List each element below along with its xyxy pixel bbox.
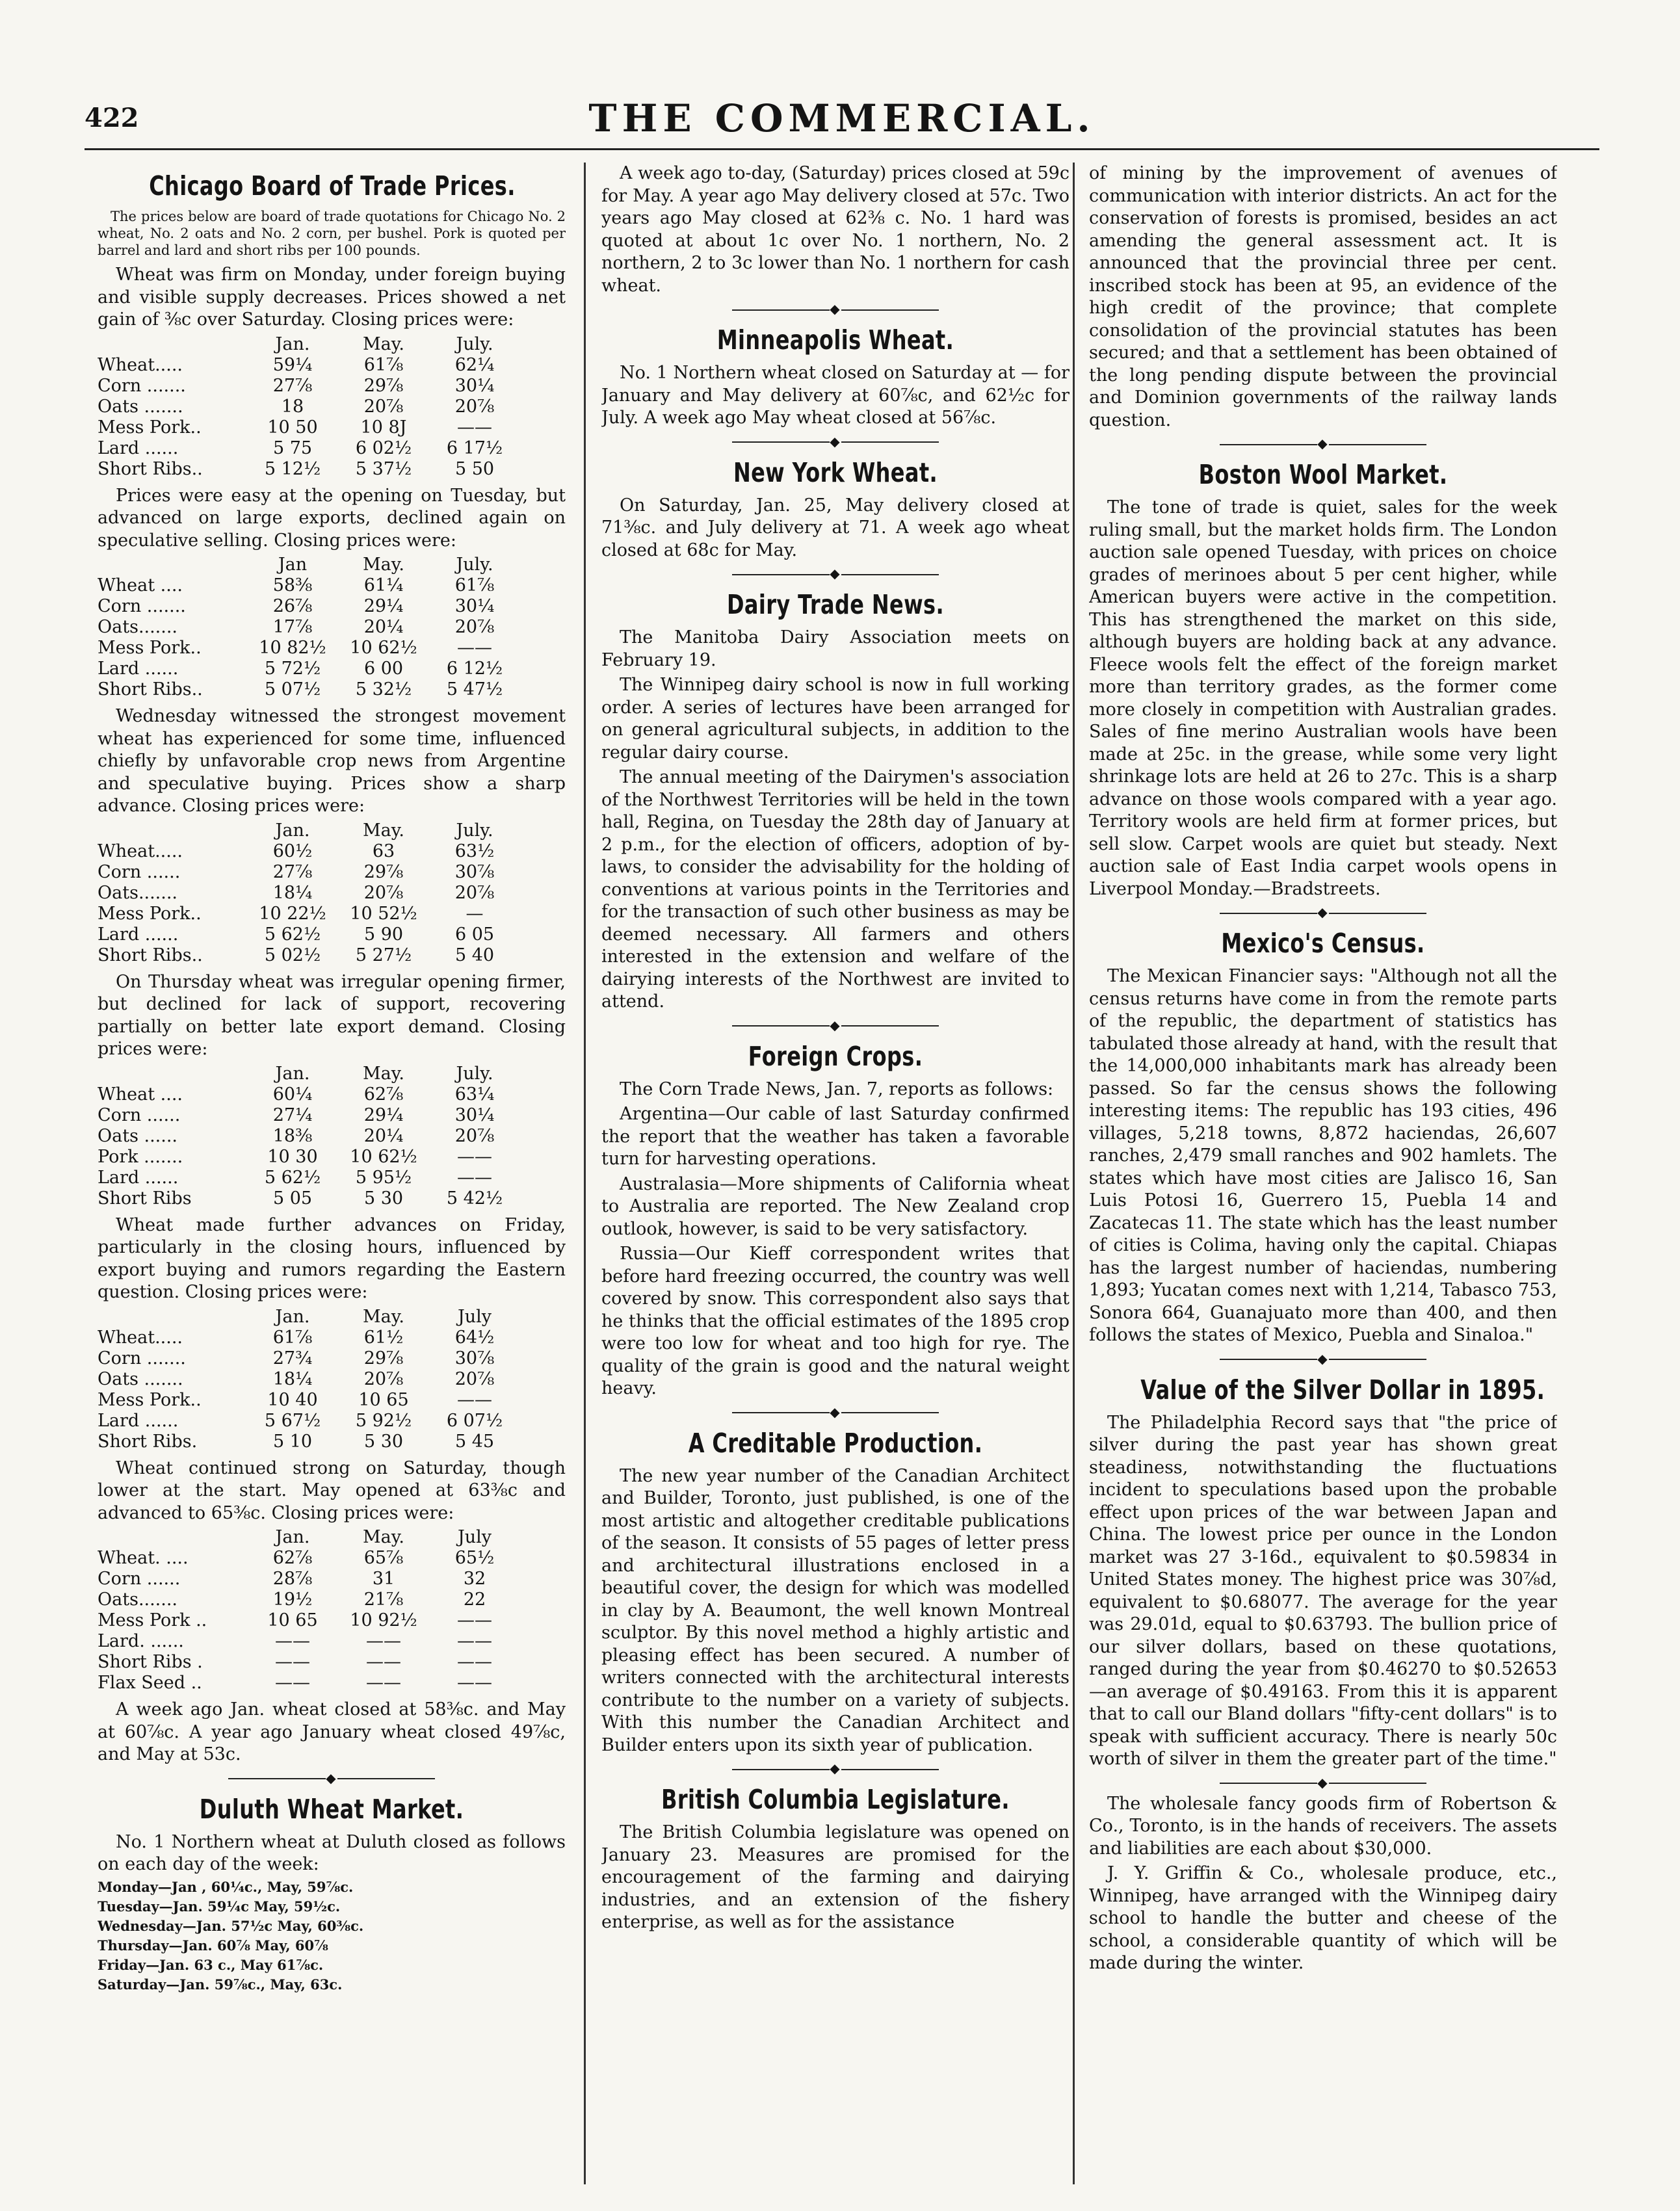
commodity-label: Mess Pork .. xyxy=(98,1610,207,1630)
commodity-label: Wheat..... xyxy=(98,354,183,375)
price-cell: —— xyxy=(366,1652,401,1672)
article-title-mexico: Mexico's Census. xyxy=(1221,928,1425,959)
commodity-label: Corn ....... xyxy=(98,375,186,396)
daily-price-line: Saturday—Jan. 59⅞c., May, 63c. xyxy=(98,1976,343,1993)
price-cell: 5 62½ xyxy=(264,1167,321,1188)
price-row xyxy=(98,904,520,924)
commodity-label: Lard ...... xyxy=(98,1167,179,1188)
price-cell: 6 05 xyxy=(454,924,495,945)
article-paragraph: The Mexican Financier says: "Although not all the census returns have come in from the remote parts of the republic, the department of statistics has tabulated those already at hand, with the result that the 14,000,000 inhabitants mark has already been passed. So far the census shows the following interesting items: The republic has 193 cities, 496 villages, 5,218 towns, 8,872 haciendas, 26,607 ranches, 2,479 small ranches and 902 hamlets. The states which have most cities are Jalisco 16, San Luis Potosi 16, Guerrero 15, Puebla 14 and Zacatecas 11. The state which has the least number of cities is Colima, having only the capital. Chiapas has the largest number of haciendas, numbering 1,893; Yucatan comes next with 1,214, Tabasco 753, Sonora 664, Guanajuato more than 400, and then follows the states of Mexico, Puebla and Sinaloa." xyxy=(1089,966,1557,1345)
price-cell: 30¼ xyxy=(454,375,495,396)
column-2 xyxy=(601,163,1070,2184)
price-table-header xyxy=(98,1307,520,1328)
price-table-header xyxy=(98,1527,520,1548)
price-cell: 29¼ xyxy=(363,1105,404,1125)
price-row xyxy=(98,679,520,700)
commodity-label: Wheat..... xyxy=(98,1327,183,1348)
price-cell: 62¼ xyxy=(454,354,495,375)
article-title-foreign: Foreign Crops. xyxy=(748,1040,923,1072)
commodity-label: Mess Pork.. xyxy=(98,903,202,924)
article-paragraph: Wednesday witnessed the strongest movement wheat has experienced for some time, influenced chiefly by unfavorable crop news from Argentine and speculative buying. Prices show a sharp advance. Closing prices were: xyxy=(98,706,566,816)
daily-price-line: Tuesday—Jan. 59¼c May, 59½c. xyxy=(98,1898,341,1915)
price-cell: 5 40 xyxy=(454,945,495,965)
commodity-label: Corn ...... xyxy=(98,861,181,882)
price-cell: 29⅞ xyxy=(363,375,404,396)
page-header xyxy=(85,96,1599,142)
article-title-chicago: Chicago Board of Trade Prices. xyxy=(149,170,516,202)
price-row xyxy=(98,924,520,945)
column-header: Jan. xyxy=(275,820,310,841)
price-cell: 5 42½ xyxy=(446,1188,503,1209)
price-cell: 6 02½ xyxy=(355,438,412,458)
column-divider-2 xyxy=(1073,163,1075,2184)
price-cell: 5 27½ xyxy=(355,945,412,965)
price-row xyxy=(98,945,520,966)
price-cell: 6 07½ xyxy=(446,1410,503,1431)
price-row xyxy=(98,1369,520,1390)
article-title-duluth: Duluth Wheat Market. xyxy=(199,1793,464,1825)
price-cell: 20¼ xyxy=(363,1125,404,1146)
article-paragraph: The tone of trade is quiet, sales for the week ruling small, but the market holds firm. The London auction sale opened Tuesday, with prices on choice grades of merinoes about 5 per cent higher, while American buyers were active in the competition. This has strengthened the market on this side, although buyers are holding back at any advance. Fleece wools felt the effect of the foreign market more than territory grades, as the former come more closely in competition with Australian grades. Sales of fine merino Australian wools have been made at 25c. in the grease, while some very light shrinkage lots are held at 26 to 27c. This is a sharp advance on those wools compared with a year ago. Territory wools are held firm at former prices, but sell slow. Carpet wools are quiet but steady. Next auction sale of East India carpet wools opens in Liverpool Monday.—Bradstreets. xyxy=(1089,497,1557,899)
commodity-label: Corn ...... xyxy=(98,1569,181,1589)
column-header: July. xyxy=(456,555,493,575)
article-paragraph: The new year number of the Canadian Architect and Builder, Toronto, just published, is one of the most artistic and altogether creditable publications of the season. It consists of 55 pages of letter press and architectural illustrations enclosed in a beautiful cover, the design for which was modelled in clay by A. Beaumont, the well known Montreal sculptor. By this novel method a highly artistic and pleasing effect has been secured. A number of writers connected with the architectural interests contribute to the number on a variety of subjects. With this number the Canadian Architect and Builder enters upon its sixth year of publication. xyxy=(601,1465,1070,1755)
price-cell: 18¼ xyxy=(272,1368,313,1389)
price-row xyxy=(98,1348,520,1369)
price-cell: 27¾ xyxy=(272,1348,313,1368)
commodity-label: Oats....... xyxy=(98,617,178,637)
commodity-label: Oats ....... xyxy=(98,396,183,417)
price-row xyxy=(98,659,520,679)
price-cell: —— xyxy=(457,1610,492,1630)
column-header: May. xyxy=(363,1306,404,1327)
price-table xyxy=(98,820,520,966)
article-paragraph: Wheat was firm on Monday, under foreign buying and visible supply decreases. Prices showed a net gain of ⅜c over Saturday. Closing prices were: xyxy=(98,265,566,330)
column-header: May. xyxy=(363,555,404,575)
section-ornament: ◆ xyxy=(1089,436,1557,451)
price-row xyxy=(98,1105,520,1126)
commodity-label: Short Ribs.. xyxy=(98,679,203,700)
price-cell: 30¼ xyxy=(454,596,495,616)
column-header: Jan xyxy=(278,555,308,575)
article-paragraph: The Winnipeg dairy school is now in full working order. A series of lectures have been arranged for on general agricultural subjects, in addition to the regular dairy course. xyxy=(601,675,1070,763)
price-cell: 5 92½ xyxy=(355,1410,412,1431)
daily-price-line: Friday—Jan. 63 c., May 61⅞c. xyxy=(98,1956,324,1973)
price-cell: —— xyxy=(457,1146,492,1167)
section-ornament: ◆ xyxy=(601,434,1070,449)
price-cell: 58⅜ xyxy=(272,575,313,595)
commodity-label: Lard ...... xyxy=(98,659,179,679)
price-row xyxy=(98,596,520,617)
price-cell: 29¼ xyxy=(363,596,404,616)
price-cell: —— xyxy=(457,417,492,438)
column-header: May. xyxy=(363,1527,404,1547)
price-cell: —— xyxy=(457,1631,492,1651)
price-row xyxy=(98,1673,520,1694)
price-cell: 26⅞ xyxy=(272,596,313,616)
article-paragraph: Prices were easy at the opening on Tuesday, but advanced on large exports, declined again on speculative selling. Closing prices were: xyxy=(98,485,566,551)
price-table xyxy=(98,555,520,700)
page-number: 422 xyxy=(85,103,139,133)
price-cell: 10 62½ xyxy=(350,638,417,658)
price-cell: 62⅞ xyxy=(272,1548,313,1568)
price-row xyxy=(98,575,520,596)
price-row xyxy=(98,841,520,862)
price-cell: —— xyxy=(366,1631,401,1651)
price-cell: —— xyxy=(457,1167,492,1188)
commodity-label: Mess Pork.. xyxy=(98,417,202,438)
price-row xyxy=(98,1548,520,1569)
article-paragraph: No. 1 Northern wheat closed on Saturday at — for January and May delivery at 60⅞c, and 62½c for July. A week ago May wheat closed at 56⅞c. xyxy=(601,363,1070,428)
price-cell: 29⅞ xyxy=(363,1348,404,1368)
price-row xyxy=(98,1188,520,1209)
price-cell: 61⅞ xyxy=(272,1327,313,1348)
commodity-label: Short Ribs . xyxy=(98,1652,203,1672)
article-paragraph: The Corn Trade News, Jan. 7, reports as follows: xyxy=(620,1079,1054,1099)
price-cell: 60¼ xyxy=(272,1084,313,1105)
daily-price-line: Wednesday—Jan. 57½c May, 60⅜c. xyxy=(98,1917,364,1934)
section-ornament: ◆ xyxy=(601,1017,1070,1033)
price-row xyxy=(98,1147,520,1168)
price-cell: 61⅞ xyxy=(363,354,404,375)
article-paragraph: Australasia—More shipments of California wheat to Australia are reported. The New Zealand crop outlook, however, is said to be very satisfactory. xyxy=(601,1173,1070,1239)
commodity-label: Corn ....... xyxy=(98,1348,186,1368)
price-cell: 29⅞ xyxy=(363,861,404,882)
section-ornament: ◆ xyxy=(1089,1775,1557,1790)
price-table xyxy=(98,1064,520,1209)
price-cell: 5 47½ xyxy=(446,679,503,700)
price-cell: 10 8J xyxy=(360,417,407,438)
column-3 xyxy=(1089,163,1557,2184)
price-cell: 10 40 xyxy=(267,1389,318,1410)
price-row xyxy=(98,1168,520,1188)
article-paragraph: Wheat made further advances on Friday, particularly in the closing hours, influenced by export buying and rumors regarding the Eastern question. Closing prices were: xyxy=(98,1214,566,1302)
price-cell: —— xyxy=(275,1673,310,1693)
price-table xyxy=(98,334,520,480)
price-cell: 63½ xyxy=(454,841,495,861)
price-cell: 5 62½ xyxy=(264,924,321,945)
masthead-title: THE COMMERCIAL. xyxy=(588,96,1096,140)
price-cell: 31 xyxy=(372,1569,395,1589)
column-header: July xyxy=(457,1306,492,1327)
price-cell: 28⅞ xyxy=(272,1569,313,1589)
article-title-silver: Value of the Silver Dollar in 1895. xyxy=(1140,1374,1545,1406)
price-cell: 30⅞ xyxy=(454,1348,495,1368)
column-header: May. xyxy=(363,820,404,841)
article-paragraph: On Saturday, Jan. 25, May delivery closed at 71⅜c. and July delivery at 71. A week ago wheat closed at 68c for May. xyxy=(601,495,1070,560)
price-cell: 21⅞ xyxy=(363,1590,404,1610)
price-cell: 20⅞ xyxy=(454,617,495,637)
article-paragraph: On Thursday wheat was irregular opening firmer, but declined for lack of support, recovering partially on better late export demand. Closing prices were: xyxy=(98,971,566,1059)
price-cell: 32 xyxy=(463,1569,486,1589)
price-cell: 5 45 xyxy=(454,1431,495,1452)
price-cell: —— xyxy=(457,1673,492,1693)
price-cell: 5 32½ xyxy=(355,679,412,700)
section-ornament: ◆ xyxy=(601,1404,1070,1420)
price-row xyxy=(98,1631,520,1652)
column-header: Jan. xyxy=(275,1306,310,1327)
price-row xyxy=(98,376,520,397)
price-cell: 20⅞ xyxy=(454,882,495,903)
price-row xyxy=(98,1610,520,1631)
price-cell: — xyxy=(466,903,484,924)
commodity-label: Lard ...... xyxy=(98,924,179,945)
price-table xyxy=(98,1307,520,1452)
section-ornament: ◆ xyxy=(601,301,1070,317)
price-cell: 20⅞ xyxy=(363,1368,404,1389)
price-cell: 10 30 xyxy=(267,1146,318,1167)
price-cell: —— xyxy=(366,1673,401,1693)
price-cell: 61¼ xyxy=(363,575,404,595)
price-cell: —— xyxy=(457,1389,492,1410)
column-header: July xyxy=(457,1527,492,1547)
price-table xyxy=(98,1527,520,1694)
commodity-label: Short Ribs.. xyxy=(98,945,203,965)
commodity-label: Short Ribs. xyxy=(98,1431,198,1452)
header-rule xyxy=(85,148,1599,150)
column-header: July. xyxy=(456,1063,493,1084)
commodity-label: Flax Seed .. xyxy=(98,1673,202,1693)
article-paragraph: The annual meeting of the Dairymen's association of the Northwest Territories will be held in the town hall, Regina, on Tuesday the 28th day of January at 2 p.m., for the election of officers, adoption of by-laws, to consider the advisability for the holding of conventions at various points in the Territories and for the transaction of such other business as may be deemed necessary. All farmers and others interested in the extension and welfare of the dairying interests of the Northwest are invited to attend. xyxy=(601,767,1070,1012)
price-cell: 10 65 xyxy=(358,1389,409,1410)
commodity-label: Short Ribs.. xyxy=(98,458,203,479)
article-title-boston: Boston Wool Market. xyxy=(1198,459,1448,490)
price-cell: 10 82½ xyxy=(259,638,326,658)
price-table-header xyxy=(98,555,520,575)
price-cell: 20⅞ xyxy=(454,1125,495,1146)
price-cell: 62⅞ xyxy=(363,1084,404,1105)
section-ornament: ◆ xyxy=(601,1760,1070,1776)
article-paragraph: of mining by the improvement of avenues of communication with interior districts. An act for the conservation of forests is promised, besides an act amending the general assessment act. It is announced that the provincial three per cent. inscribed stock has been at 95, an evidence of the high credit of the province; that complete consolidation of the provincial statutes has been secured; and that a settlement has been obtained of the long pending dispute between the provincial and Dominion governments of the railway lands question. xyxy=(1089,163,1557,430)
column-header: July. xyxy=(456,820,493,841)
price-row xyxy=(98,862,520,883)
price-row xyxy=(98,1411,520,1432)
price-cell: 20⅞ xyxy=(454,396,495,417)
column-header: Jan. xyxy=(275,1063,310,1084)
section-ornament: ◆ xyxy=(98,1770,566,1786)
section-ornament: ◆ xyxy=(601,566,1070,581)
price-row xyxy=(98,355,520,376)
column-header: Jan. xyxy=(275,334,310,354)
price-cell: 10 50 xyxy=(267,417,318,438)
price-cell: 63 xyxy=(372,841,395,861)
price-cell: 20⅞ xyxy=(363,396,404,417)
price-table-header xyxy=(98,334,520,355)
price-row xyxy=(98,417,520,438)
commodity-label: Wheat. .... xyxy=(98,1548,189,1568)
price-cell: 5 95½ xyxy=(355,1167,412,1188)
price-row xyxy=(98,1652,520,1673)
article-paragraph: No. 1 Northern wheat at Duluth closed as follows on each day of the week: xyxy=(98,1831,566,1874)
price-cell: 18 xyxy=(281,396,304,417)
price-row xyxy=(98,438,520,459)
price-cell: 61½ xyxy=(363,1327,404,1348)
price-cell: 27¼ xyxy=(272,1105,313,1125)
price-cell: 59¼ xyxy=(272,354,313,375)
price-cell: 10 92½ xyxy=(350,1610,417,1630)
price-cell: 6 17½ xyxy=(446,438,503,458)
daily-price-line: Thursday—Jan. 60⅞ May, 60⅞ xyxy=(98,1937,328,1954)
article-paragraph: The Manitoba Dairy Association meets on February 19. xyxy=(601,627,1070,670)
price-cell: 30¼ xyxy=(454,1105,495,1125)
column-header: May. xyxy=(363,334,404,354)
section-ornament: ◆ xyxy=(1089,904,1557,920)
price-row xyxy=(98,638,520,659)
price-row xyxy=(98,1432,520,1452)
commodity-label: Lard ...... xyxy=(98,438,179,458)
price-cell: 61⅞ xyxy=(454,575,495,595)
price-table-header xyxy=(98,820,520,841)
commodity-label: Oats....... xyxy=(98,882,178,903)
commodity-label: Mess Pork.. xyxy=(98,1389,202,1410)
commodity-label: Corn ....... xyxy=(98,596,186,616)
article-title-bc: British Columbia Legislature. xyxy=(661,1784,1010,1815)
price-cell: 5 30 xyxy=(363,1188,404,1209)
commodity-label: Mess Pork.. xyxy=(98,638,202,658)
article-paragraph: Argentina—Our cable of last Saturday confirmed the report that the weather has taken a favorable turn for harvesting operations. xyxy=(601,1104,1070,1169)
commodity-label: Wheat .... xyxy=(98,1084,183,1105)
price-cell: 5 75 xyxy=(272,438,313,458)
price-row xyxy=(98,459,520,480)
price-cell: 5 12½ xyxy=(264,458,321,479)
price-cell: 5 50 xyxy=(454,458,495,479)
price-cell: 5 10 xyxy=(272,1431,313,1452)
price-cell: 17⅞ xyxy=(272,617,313,637)
section-ornament: ◆ xyxy=(1089,1351,1557,1367)
price-cell: 10 62½ xyxy=(350,1146,417,1167)
commodity-label: Wheat..... xyxy=(98,841,183,861)
column-header: Jan. xyxy=(275,1527,310,1547)
price-cell: 5 67½ xyxy=(264,1410,321,1431)
price-cell: 10 22½ xyxy=(259,903,326,924)
column-1 xyxy=(98,163,566,2184)
price-cell: 6 00 xyxy=(363,659,404,679)
article-title-creditable: A Creditable Production. xyxy=(688,1427,983,1459)
article-paragraph: The British Columbia legislature was opened on January 23. Measures are promised for the encouragement of the farming and dairying industries, and an extension of the fishery enterprise, as well as for the assistance xyxy=(601,1822,1070,1932)
price-cell: 5 05 xyxy=(272,1188,313,1209)
price-cell: 27⅞ xyxy=(272,861,313,882)
commodity-label: Corn ...... xyxy=(98,1105,181,1125)
price-cell: 19½ xyxy=(272,1590,313,1610)
price-row xyxy=(98,1569,520,1590)
price-cell: 64½ xyxy=(454,1327,495,1348)
price-row xyxy=(98,1126,520,1147)
column-header: July. xyxy=(456,334,493,354)
duluth-daily-list xyxy=(98,1879,566,1993)
article-title-minneapolis: Minneapolis Wheat. xyxy=(716,324,954,356)
price-cell: 10 52½ xyxy=(350,903,417,924)
price-cell: 5 02½ xyxy=(264,945,321,965)
price-row xyxy=(98,617,520,638)
commodity-label: Oats ....... xyxy=(98,1368,183,1389)
price-cell: 20⅞ xyxy=(363,882,404,903)
price-cell: 6 12½ xyxy=(446,659,503,679)
commodity-label: Oats ...... xyxy=(98,1125,178,1146)
commodity-label: Lard. ...... xyxy=(98,1631,184,1651)
article-paragraph: Russia—Our Kieff correspondent writes that before hard freezing occurred, the country was well covered by snow. This correspondent also says that he thinks that the official estimates of the 1895 crop were too low for wheat and too high for rye. The quality of the grain is good and the natural weight heavy. xyxy=(601,1244,1070,1398)
column-divider-1 xyxy=(584,163,586,2184)
price-cell: 65⅞ xyxy=(363,1548,404,1568)
article-paragraph: Wheat continued strong on Saturday, though lower at the start. May opened at 63⅜c and advanced to 65⅜c. Closing prices were: xyxy=(98,1458,566,1523)
price-row xyxy=(98,1390,520,1411)
commodity-label: Lard ...... xyxy=(98,1410,179,1431)
price-cell: 5 90 xyxy=(363,924,404,945)
price-cell: —— xyxy=(275,1631,310,1651)
commodity-label: Wheat .... xyxy=(98,575,183,595)
price-cell: 65½ xyxy=(454,1548,495,1568)
article-title-dairy: Dairy Trade News. xyxy=(726,589,945,620)
price-cell: 22 xyxy=(463,1590,486,1610)
article-paragraph: A week ago to-day, (Saturday) prices closed at 59c for May. A year ago May delivery closed at 57c. Two years ago May closed at 62⅜ c. No. 1 hard was quoted at about 1c over No. 1 northern, No. 2 northern, 2 to 3c lower than No. 1 northern for cash wheat. xyxy=(601,163,1070,296)
article-title-newyork: New York Wheat. xyxy=(733,456,938,488)
price-row xyxy=(98,1084,520,1105)
price-cell: 20¼ xyxy=(363,617,404,637)
column-header: May. xyxy=(363,1063,404,1084)
commodity-label: Short Ribs xyxy=(98,1188,192,1209)
price-cell: —— xyxy=(457,1652,492,1672)
price-cell: 5 07½ xyxy=(264,679,321,700)
commodity-label: Pork ....... xyxy=(98,1146,183,1167)
price-row xyxy=(98,883,520,904)
price-cell: —— xyxy=(457,638,492,658)
price-cell: 10 65 xyxy=(267,1610,318,1630)
price-cell: 5 37½ xyxy=(355,458,412,479)
price-cell: 30⅞ xyxy=(454,861,495,882)
commodity-label: Oats....... xyxy=(98,1590,178,1610)
price-table-header xyxy=(98,1064,520,1084)
price-cell: —— xyxy=(275,1652,310,1672)
price-cell: 20⅞ xyxy=(454,1368,495,1389)
article-paragraph: The Philadelphia Record says that "the price of silver during the past year has shown great steadiness, notwithstanding the fluctuations incident to speculations based upon the probable effect upon prices of the war between Japan and China. The lowest price per ounce in the London market was 27 3-16d., equivalent to $0.59834 in United States money. The highest price was 30⅞d, equivalent to $0.68077. The average for the year was 29.01d, equal to $0.63793. The bullion price of our silver dollars, based on these quotations, ranged during the year from $0.46270 to $0.52653—an average of $0.49163. From this it is apparent that to call our Bland dollars "fifty-cent dollars" is to speak with sufficient accuracy. There is nearly 50c worth of silver in them the greater part of the time." xyxy=(1089,1412,1557,1769)
price-cell: 18¼ xyxy=(272,882,313,903)
price-row xyxy=(98,1590,520,1610)
price-cell: 5 72½ xyxy=(264,659,321,679)
price-cell: 27⅞ xyxy=(272,375,313,396)
article-paragraph: A week ago Jan. wheat closed at 58⅜c. and May at 60⅞c. A year ago January wheat closed 49⅞c, and May at 53c. xyxy=(98,1699,566,1764)
article-paragraph: The wholesale fancy goods firm of Robertson & Co., Toronto, is in the hands of receivers. The assets and liabilities are each about $30,000. xyxy=(1089,1793,1557,1859)
daily-price-line: Monday—Jan , 60¼c., May, 59⅞c. xyxy=(98,1878,354,1895)
price-cell: 63¼ xyxy=(454,1084,495,1105)
price-row xyxy=(98,1328,520,1348)
article-paragraph: J. Y. Griffin & Co., wholesale produce, etc., Winnipeg, have arranged with the Winnipeg dairy school to handle the butter and cheese of the school, a considerable quantity of which will be made during the winter. xyxy=(1089,1863,1557,1973)
price-row xyxy=(98,397,520,417)
price-cell: 18⅜ xyxy=(272,1125,313,1146)
chicago-note: The prices below are board of trade quotations for Chicago No. 2 wheat, No. 2 oats and No. 2 corn, per bushel. Pork is quoted per barrel and lard and short ribs per 100 pounds. xyxy=(98,209,566,258)
price-cell: 5 30 xyxy=(363,1431,404,1452)
price-cell: 60½ xyxy=(272,841,313,861)
